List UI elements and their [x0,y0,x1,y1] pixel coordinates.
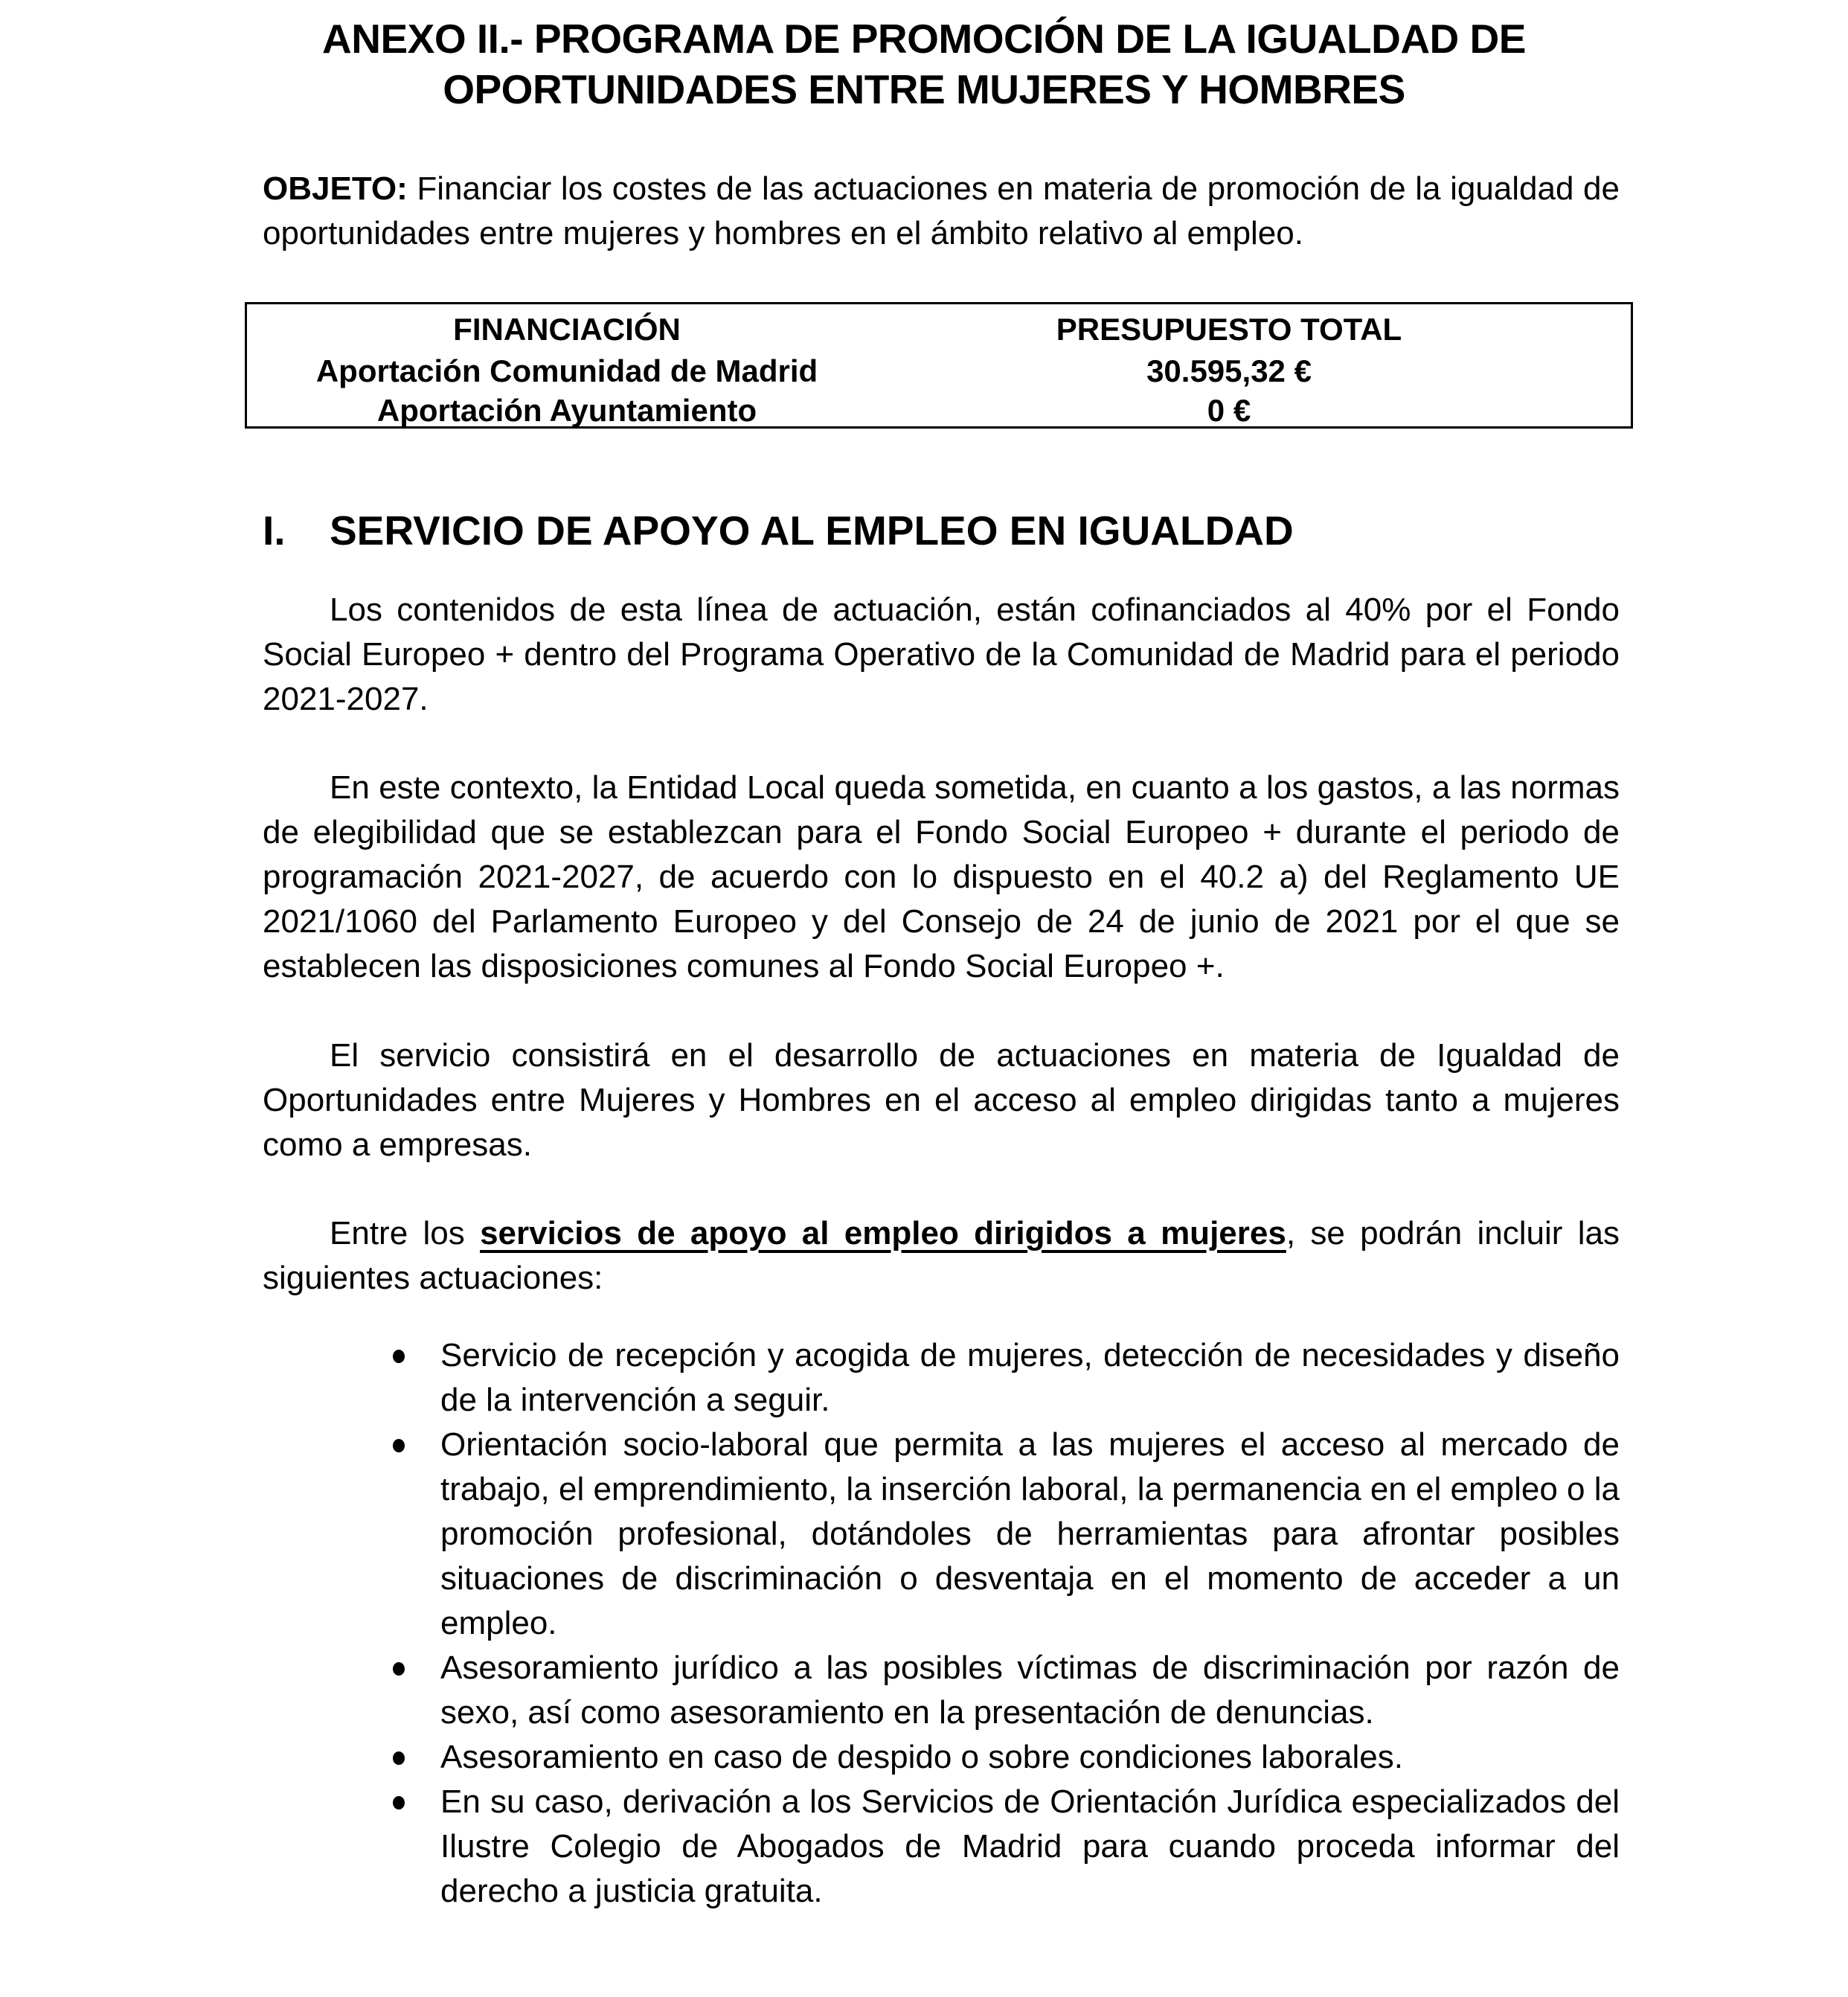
header-presupuesto-total: PRESUPUESTO TOTAL [1056,312,1402,347]
bullet-icon [393,1439,405,1452]
paragraph-text: En este contexto, la Entidad Local queda sometida, en cuanto a los gastos, a las normas de elegibilidad que se establezcan para el Fondo Social Europeo + durante el periodo de programación 2021-2027, de acuerdo con lo dispuesto en el 40.2 a) del Reglamento UE 2021/1060 del Parlamento Europeo y del Consejo de 24 de junio de 2021 por el que se establecen las disposiciones comunes al Fondo Social Europeo +. [263,769,1620,984]
list-item [387,1735,1620,1780]
section-number: I. [263,507,286,554]
row-amount: 30.595,32 € [1146,353,1312,388]
section-title: SERVICIO DE APOYO AL EMPLEO EN IGUALDAD [330,507,1294,554]
objeto-label: OBJETO: [263,170,408,207]
bullet-icon [393,1796,405,1810]
list-item [387,1333,1620,1423]
row-label: Aportación Ayuntamiento [376,393,757,428]
header-financiacion: FINANCIACIÓN [453,312,681,347]
financing-table [245,302,1633,429]
document-title [0,13,1848,115]
list-intro-paragraph [263,1211,1620,1301]
objeto-paragraph [263,167,1620,256]
paragraph-text: El servicio consistirá en el desarrollo de actuaciones en materia de Igualdad de Oportunidades entre Mujeres y Hombres en el acceso al empleo dirigidas tanto a mujeres como a empresas. [263,1037,1620,1163]
list-item-text: Orientación socio-laboral que permita a las mujeres el acceso al mercado de trabajo, el emprendimiento, la inserción laboral, la permanencia en el empleo o la promoción profesional, dotándoles de herramientas para afrontar posibles situaciones de discriminación o desventaja en el momento de acceder a un empleo. [440,1426,1620,1641]
table-row [247,390,1631,432]
financing-table-header [247,309,1631,350]
list-item [387,1780,1620,1914]
title-line-2: OPORTUNIDADES ENTRE MUJERES Y HOMBRES [443,66,1405,112]
intro-after: , se podrán incluir las siguientes actuaciones: [263,1215,1620,1296]
row-label: Aportación Comunidad de Madrid [315,353,818,388]
list-item [387,1423,1620,1646]
paragraph-text: Los contenidos de esta línea de actuación, están cofinanciados al 40% por el Fondo Social Europeo + dentro del Programa Operativo de la Comunidad de Madrid para el periodo 2021-2027. [263,592,1620,717]
intro-emphasis: servicios de apoyo al empleo dirigidos a mujeres [480,1215,1286,1251]
paragraph [263,1033,1620,1167]
actions-list [387,1333,1620,1914]
list-item [387,1646,1620,1735]
list-item-text: Asesoramiento en caso de despido o sobre condiciones laborales. [440,1739,1403,1775]
row-amount: 0 € [1207,393,1251,428]
paragraph [263,766,1620,989]
list-item-text: En su caso, derivación a los Servicios de Orientación Jurídica especializados del Ilustre Colegio de Abogados de Madrid para cuando proceda informar del derecho a justicia gratuita. [440,1783,1620,1909]
intro-before: Entre los [330,1215,481,1251]
bullet-icon [393,1751,405,1765]
list-item-text: Asesoramiento jurídico a las posibles víctimas de discriminación por razón de sexo, así como asesoramiento en la presentación de denuncias. [440,1650,1620,1731]
section-heading [263,504,1294,557]
title-line-1: ANEXO II.- PROGRAMA DE PROMOCIÓN DE LA IGUALDAD DE [322,16,1526,62]
bullet-icon [393,1662,405,1676]
paragraph [263,588,1620,722]
objeto-text: Financiar los costes de las actuaciones en materia de promoción de la igualdad de oportunidades entre mujeres y hombres en el ámbito relativo al empleo. [263,170,1620,251]
table-row [247,350,1631,392]
bullet-icon [393,1350,405,1363]
list-item-text: Servicio de recepción y acogida de mujeres, detección de necesidades y diseño de la intervención a seguir. [440,1337,1620,1418]
